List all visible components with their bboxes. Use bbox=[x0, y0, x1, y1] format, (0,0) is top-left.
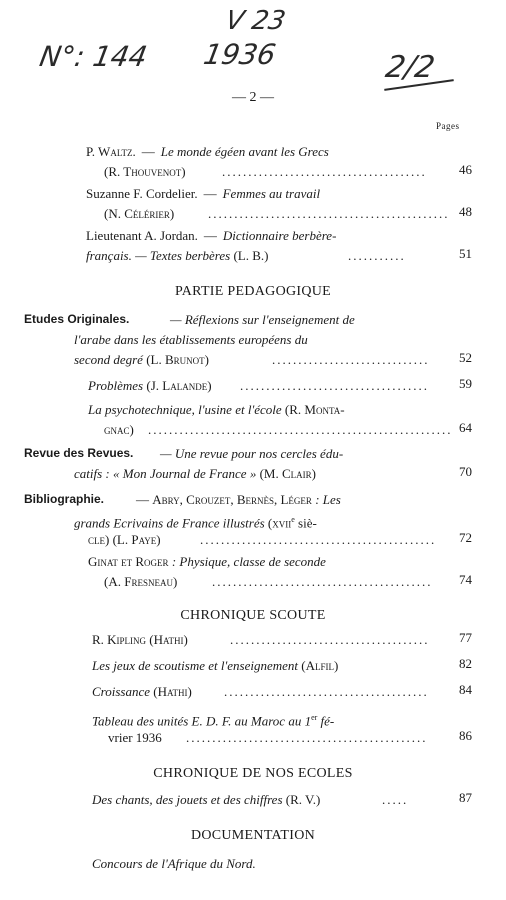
page-ref: 64 bbox=[459, 420, 472, 435]
century: (xvii bbox=[267, 515, 292, 531]
entry-revue-line2 bbox=[74, 466, 316, 481]
page-ref: 84 bbox=[459, 682, 472, 697]
entry-biblio-line2 bbox=[74, 512, 317, 530]
entry-cordelier-line1: Suzanne F. Cordelier. — Femmes au travail bbox=[86, 186, 321, 201]
author: (R. V.) bbox=[285, 792, 321, 807]
author: (Hathi) bbox=[153, 684, 192, 699]
title: Le monde égéen avant les Grecs bbox=[160, 144, 329, 159]
page-ref: 87 bbox=[459, 790, 472, 805]
entry-cordelier-reviewer: (N. Célérier) bbox=[104, 206, 175, 221]
title: : Physique, classe de seconde bbox=[171, 554, 326, 569]
section-heading-pedagogique: PARTIE PEDAGOGIQUE bbox=[174, 284, 332, 299]
author: Suzanne F. Cordelier. bbox=[86, 186, 198, 201]
page-ref: 48 bbox=[459, 204, 472, 219]
title: second degré bbox=[74, 352, 143, 367]
entry-biblio-line1: — Abry, Crouzet, Bernès, Léger : Les bbox=[136, 492, 341, 507]
section-heading-scoute: CHRONIQUE SCOUTE bbox=[180, 608, 326, 623]
page-ref: 77 bbox=[459, 630, 472, 645]
entry-problemes bbox=[88, 378, 212, 393]
superscript: e bbox=[291, 515, 295, 524]
leader-dots: ............................................. bbox=[200, 532, 437, 547]
entry-etudes-line2: l'arabe dans les établissements européens du bbox=[74, 332, 308, 347]
title: Réflexions sur l'enseignement de bbox=[184, 312, 355, 327]
title: : Les bbox=[315, 492, 341, 507]
text: siè- bbox=[298, 515, 317, 531]
entry-etudes-line1: — Réflexions sur l'enseignement de bbox=[170, 312, 355, 327]
page-ref: 46 bbox=[459, 162, 472, 177]
pages-column-label: Pages bbox=[436, 121, 460, 131]
author: P. Waltz. bbox=[86, 144, 136, 159]
entry-etudes-line3 bbox=[74, 352, 209, 367]
page-ref: 52 bbox=[459, 350, 472, 365]
entry-kipling: R. Kipling (Hathi) bbox=[92, 632, 188, 647]
section-heading-ecoles: CHRONIQUE DE NOS ECOLES bbox=[153, 766, 353, 781]
leader-dots: ..... bbox=[382, 792, 409, 807]
author: (Alfil) bbox=[301, 658, 339, 673]
handwritten-volume: V 23 bbox=[223, 6, 288, 36]
entry-revue-line1: — Une revue pour nos cercles édu- bbox=[160, 446, 344, 461]
authors: Abry, Crouzet, Bernès, Léger bbox=[152, 492, 312, 507]
category-label: Etudes Originales. bbox=[24, 312, 130, 326]
entry-biblio-line3: cle) (L. Paye) bbox=[88, 532, 161, 547]
page-ref: 72 bbox=[459, 530, 472, 545]
title: français. — Textes berbères bbox=[86, 248, 231, 263]
title: Une revue pour nos cercles édu- bbox=[174, 446, 344, 461]
leader-dots: ....................................... bbox=[224, 684, 429, 699]
entry-concours: Concours de l'Afrique du Nord. bbox=[92, 856, 256, 871]
entry-jordan-line1: Lieutenant A. Jordan. — Dictionnaire berbère- bbox=[86, 228, 337, 243]
page-ref: 59 bbox=[459, 376, 472, 391]
handwritten-reference-number: N°: 144 bbox=[37, 40, 150, 73]
title: Tableau des unités E. D. F. au Maroc au 1 bbox=[92, 713, 312, 729]
title: catifs : « Mon Journal de France » bbox=[74, 466, 257, 481]
page-number: — 2 — bbox=[232, 90, 274, 105]
entry-chants bbox=[92, 792, 320, 807]
title: La psychotechnique, l'usine et l'école bbox=[88, 402, 282, 417]
title: Les jeux de scoutisme et l'enseignement bbox=[92, 658, 299, 673]
leader-dots: .............................................. bbox=[186, 730, 428, 745]
leader-dots: .............................................. bbox=[208, 206, 450, 221]
title: Des chants, des jouets et des chiffres bbox=[92, 792, 283, 807]
entry-ginat-line1 bbox=[88, 554, 326, 569]
entry-jordan-line2 bbox=[86, 248, 268, 263]
leader-dots: .................................... bbox=[240, 378, 429, 393]
leader-dots: .......................................................... bbox=[148, 422, 453, 437]
leader-dots: .......................................... bbox=[212, 574, 433, 589]
handwritten-year: 1936 bbox=[201, 38, 279, 71]
page-ref: 51 bbox=[459, 246, 472, 261]
author: (J. Lalande) bbox=[146, 378, 212, 393]
title: Dictionnaire berbère- bbox=[222, 228, 337, 243]
entry-croissance bbox=[92, 684, 192, 699]
entry-jeux bbox=[92, 658, 338, 673]
entry-waltz-reviewer: (R. Thouvenot) bbox=[104, 164, 186, 179]
superscript: er bbox=[311, 713, 318, 722]
section-heading-documentation: DOCUMENTATION bbox=[190, 828, 316, 843]
leader-dots: ...................................... bbox=[230, 632, 430, 647]
handwritten-fraction: 2/2 bbox=[382, 50, 438, 85]
title: grands Ecrivains de France illustrés bbox=[74, 515, 265, 531]
page-ref: 70 bbox=[459, 464, 472, 479]
category-label: Bibliographie. bbox=[24, 492, 105, 506]
author: Lieutenant A. Jordan. bbox=[86, 228, 198, 243]
title: Problèmes bbox=[88, 378, 144, 393]
entry-ginat-line2: (A. Fresneau) bbox=[104, 574, 178, 589]
title: fé- bbox=[320, 713, 335, 729]
reviewer: (L. B.) bbox=[233, 248, 269, 263]
title: Croissance bbox=[92, 684, 151, 699]
author: (R. Monta- bbox=[284, 402, 345, 417]
title: Femmes au travail bbox=[222, 186, 321, 201]
entry-psycho-line2: gnac) bbox=[104, 422, 134, 437]
page-ref: 86 bbox=[459, 728, 472, 743]
page-ref: 74 bbox=[459, 572, 472, 587]
author: (M. Clair) bbox=[259, 466, 316, 481]
entry-tableau-line2: vrier 1936 bbox=[108, 730, 162, 745]
entry-tableau-line1 bbox=[92, 710, 334, 728]
author: (L. Brunot) bbox=[146, 352, 209, 367]
authors: Ginat et Roger bbox=[88, 554, 169, 569]
category-label: Revue des Revues. bbox=[24, 446, 134, 460]
leader-dots: ....................................... bbox=[222, 164, 427, 179]
leader-dots: ........... bbox=[348, 248, 406, 263]
page-ref: 82 bbox=[459, 656, 472, 671]
leader-dots: .............................. bbox=[272, 352, 430, 367]
entry-waltz-line1: P. Waltz. — Le monde égéen avant les Grecs bbox=[86, 144, 329, 159]
entry-psycho-line1 bbox=[88, 402, 345, 417]
